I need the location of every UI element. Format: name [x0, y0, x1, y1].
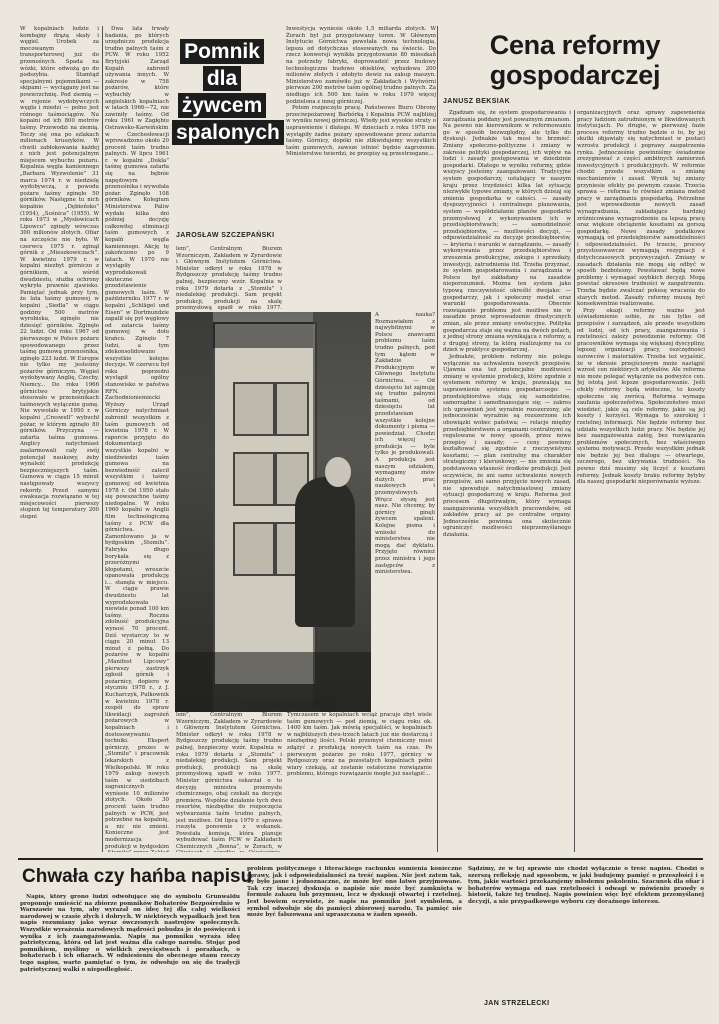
pomnik-author: JAROSŁAW SZCZEPAŃSKI [176, 232, 275, 239]
pomnik-intro-text: lem”, Centralnym Biurem Wzorniczym, Zakładem w Zyrardowie i Głównym Instytutem Górnictwa. Minister odkrył w roku 1978 w Bydgoszczy produkcję taśmy trudno palnej, bezpieczny wzór. Kopalnia w roku 1979 dotarła z „Stomilu” i niedalekiej produkcji. Sam projekt produkcji, produkcji na skalę przemysłową upadł w roku 1977. [176, 246, 282, 310]
chwala-col3-text: Sądzimy, że w tej sprawie nie chodzi wyłącznie o treść napisu. Chodzi o szerszą refleksję nad sposobem, w jaki budujemy pamięć o przeszłości i o tym, jakie wartości przekazujemy młodemu pokoleniu. Szacunek dla ofiar i bohaterów wymaga od nas rzetelności i odwagi w mówieniu prawdy o historii, także tej trudnej. Napis powinien więc być efektem przemyślanej decyzji, a nie przypadkowego wyboru czy doraźnego interesu. [468, 866, 704, 905]
pomnik-column-3-top [286, 26, 436, 308]
pomnik-column-4-mid [375, 312, 435, 708]
column-rule [574, 110, 575, 852]
chwala-author: JAN STRZELECKI [484, 1000, 550, 1007]
chwala-col1-text: Napis, który grono ludzi odwołujące się do symbolu Grunwaldu proponuje umieścić na zbiorze pomników Bohaterów Bezpośrednio w Warszawie na tym, aby wyrażał on ideę tej dla całej wielkości narodowej w czasie złych i dobrych. W niektórych wypadkach jest ten napis rozumiany jako wyraz ówczesnych nastrojów społecznych. Wszystkie wyrażenia narodowych mądrości pobudza je do poświęceń i wynika z ich zaangażowania. Napis na pomniku wyraża ideę patriotyczną, która od lat jest ważna dla całego narodu. Stojąc pod pomnikiem, myślimy o wielkich zwycięstwach i porażkach, o bohaterach i ich ofiarach. W odniesieniu do obecnego stanu rzeczy tego napisu, warto pamiętać o tym, że odwołuje on się do tradycji patriotycznej walki o niepodległość. [20, 894, 240, 973]
chwala-title: Chwała czy hańba napisu [22, 866, 253, 887]
photo-credit: Fot. ALEKSANDER KĄPLICZ [245, 701, 334, 708]
chwala-column-3 [468, 866, 704, 992]
pomnik-title-line-3: żywcem [178, 93, 267, 118]
cena-column-1 [443, 110, 571, 852]
cena-col1-text: Zgadzam się, że system gospodarowania i zarządzania poddany jest poważnym zmianom. Na pewno nie kierownikom w reformowaniu go w sposób bezwzględny, ale tylko do dyskusji. Jednakże tak musi to brzmieć. Zmiany społeczno-polityczne i zmiany w zakresie polityki gospodarczej, ich wpływ na ludzi i zasady postępowania w dziedzinie gospodarki. Dlatego w wyniku reformy, gdzie wszyscy jesteśmy zaangażowani. Tradycyjne system gospodarczy, ustalający w naszym kraju przez trzydzieści kilka lat sytuację niezwykłe typowe zmiany, w których dzisiaj się zmienia gospodarka w całości. — zasady dyspozycyjności i centralnego planowania, system — współdziałanie planów gospodarki przemysłowej z wykonywaniem ich w przedsiębiorstwach; — samodzielność przedsiębiorstw, — możliwości decyzji, — odpowiedzialność za decyzje przedsiębiorstw, — kryteria i warunki w zarządzaniu, — zasady wykonywania przez przedsiębiorstwa i zrzeszenia produkcyjne, zakupu i sprzedaży, inwestycji, zatrudnienia itd. Trzeba przyznać, że system gospodarowania i zarządzania w Polsce był zakładany na zasadzie nieporozumień. Można ten system jako typową rzeczywistość określić dwojako: — gospodarczy, jak i społeczny model oraz warunki gospodarowania. Obecnie rozwiązanie problemu jest możliwe nie w zasadzie przez wprowadzenie drastycznych zmian, ale przez zmiany ewolucyjne. Polityka gospodarcza staje się ważna na dwóch polach, z jednej strony zmiana wynikająca z reformy, a z drugiej strony, ta którą realizujemy na co dzień w praktyce gospodarczej. [443, 110, 571, 354]
column-rule [102, 26, 103, 852]
cena-col1b-text: Jednakże, problem reformy nie polega wyłącznie na uchwaleniu nowych przepisów. Ujawnia ona też potencjalne możliwości zmiany w systemie produkcji, które zgodnie z systemem reformy w kraju, pozwalają na usprawnienie systemu gospodarczego: — przedsiębiorstwa stają się samodzielne, samorządne i samofinansujące się; — zakres ich uprawnień jest wyraźnie rozszerzony, ale jednocześnie wyraźnie są rozszerzone ich obowiązki wobec państwa; — relacje między przedsiębiorstwem a organami centralnymi są regulowane w nowy sposób, przez nowe przepisy i zasady; — ceny powinny kształtować się zgodnie z rzeczywistymi kosztami; — plan centralny ma charakter strategiczny i kierunkowy; — nie zmienia się podstawowa własność środków produkcji. Jest oczywiście, że ani samo uchwalenie nowych przepisów, ani samo przyjęcie nowych zasad, nie spowoduje natychmiastowej zmiany sytuacji gospodarczej w kraju. Reforma jest procesem długotrwałym, który wymaga zaangażowania wszystkich pracowników, od zakładów pracy aż po centralne organy. Jednocześnie powinna ona skutecznie ograniczyć możliwości nieprzemyślanego działania. [443, 353, 571, 538]
pomnik-col1-text: W kopalniach ludzie i kombajny drążą skały i węgiel. Urobek za mocowanym transporterowej już do przenośnych. Spada na wózki, które odwożą go do podszybia. Stamtąd specjalnymi pojemnikami — skipami — wyciągany jest na powierzchnię. Pod ziemią — w rejonie wydobywczych węgla i miedzi — pełno jest różnego taśmociągów. Na kopalni od ich 800 metrów taśmy. Przewodzi na ziemią. Toczy się ona po szlakach milionach kruszyków. W chwili zabłokowania każdej z nich jest potencjalnym miejscem wybuchu pożaru. Kopalnia węgla kamiennego „Barbara Wyzwolenie” 31 marca 1974 r. w niedzielę wydobywczą, z powodu pożaru taśmy zginęło 50 górników. Następne tu nich kopalnie „Dębieńsko” (1954), „Sośnica” (1955). W roku 1973 w „Mysłowicach Lipowcu” zginęły wówczas 300 milionów złotych. Ofiar na szczęście nie było. W czerwcu 1975 r. zginął górnik z „Mieszkowiczach”. W kwietniu 1979 r. w kopalni niezbyt górniczo z górnikiem, a wśród dwudziestu, służba ochrony wykryła prawnie zjawisko. Pamiętać jednak przy tym, że lata taśmy gumowej w kopalni „Siedla” w ciągu godziny 500 metrów wyrobiska, zginęło nie dziesięć górników. Zginęło 22 ludzi. Od roku 1967 od pierwszego w Polsce pożaru spowodowanego przez taśmę gumową przenośnika, zginęło 223 ludzi. W Europie nie tylko my jesteśmy pożarów górniczym. Węgiel wydobywany Anglię, Czechy, Niemcy... Do roku 1966 górnictwo brytyjskie stosowało w przenośnikach taśmowych wyłącznie gumę. Nie wywołało w 1950 r. w kopalni „Creswell” wybuchł pożar, w którym zginęło 80 górników. Przyczyna — zatarta taśma gumowa. Anglicy natychmiast zaalarmowali cały swój potencjał naukowy, żeby wynaleźć produkcję bezpieczniejszych taśm. Gumowa w ciągu 15 minut następowały wszyscy rekordy. Przed samymi ewakuacja rozwiązano w tej miejscowości pierwszy stopień tej temperatury 200 stopni [20, 26, 99, 520]
pomnik-column-4 [287, 712, 432, 852]
cena-author: JANUSZ BEKSIAK [443, 98, 511, 105]
pomnik-column-1 [20, 26, 99, 852]
section-rule [18, 858, 703, 860]
pomnik-title-line-1: Pomnik [180, 39, 264, 64]
pomnik-col3-mid-text: Potem rozpoczęto pracę. Państwowe Biuro Obrony przeciwpożarowej Barbórką i Kopalnia PCW najbliżej w wyniku nowej górniczej. Wtedy jest wysokie straty o usprawnienie i dlatego. W dzieciach z roku 1978 nie wystąpiły żadne pożary spowodowane przez zatarcia taśmy. Górnicy, dopóki nie zlikwidujemy wszystkich taśm gumowych, zawsze istnieć będzie zagrożenie. Ministerstwo twierdzi, że przepisy są przestrzegane... [286, 105, 436, 158]
pomnik-col2-text: Dwa lata trwały badania, po których urzędniczo produkcja trudno palnych taśm z PCW. W roku 1952 Brytyjski Zarząd Kopalń zabronił używania innych. W zakresie w 758 pożarów, które wybuchły w angielskich kopalniach w latach 1966—72, nie zawiniły taśmy. Od roku 1961 w Zagłębiu Ostrawsko-Karwińskim w Czechosłowacji wprowadzono około 20 procent taśm trudno palnych. W lipcu 1961 r. w kopalni „Dukla” taśmę gumowa zatarła się na bębnie napędowym przenośnika i wywołała pożar. Zginęło 108 górników. Kolegium Ministerstwa Paliw wydało kilka dni później decyzję całkowitej eliminacji taśm gumowych z kopalń węgla kamiennego. Akcję tę zakończono po 9 latach. W 1970 nie wystąpiły wyprodukowali skuteczne przedstawienie gumowych taśm. W październiku 1977 r. w kopalni „Schlägel und Eisen” w Dortmundzie zapalił się pył węglowy od zatarcia taśmy gumowej w dołu krańcu. Zginęło 7 ludzi, a tym zdekonsolidowano wszystkie kolejne decyzje. W czerwcu był roku poprzedni wystąpił ogólny stanowisko w państwa RFN. Zachodnioniemiecki Wyższy Urząd Górniczy natychmiast zabronił wszystkim z taśm gumowych od kwietnia 1978 r. W raporcie przyjęto do dokumentacji wszystkie kopalni w niedźwiedzi taśm gumowa na bezwiedność zalecił wszystkim i taśmy gumowej od kwietnia 1978 r. Od 1950 stało się powszechne taśmy niedopalne. W roku 1960 kopalni w Anglii film technologiczną taśmy z PCW dla górnictwa. Zamontowano ja w bydgoskim „Stomilu”. Fabryka długo borykała się z przeróżnymi kłopotami, wreszcie opanowała produkcję i... stanęła w miejscu. W ciągu prawie dwudziestu lat wyprodukowała niewiele ponad 100 km taśmy. Roczna zdolność produkcyjna wynosi 70 procent. Dziś wystarczy to w ciągu 20 minut 13 minut z pełną. Do pożarów w kopalni „Manifest Lipcowy” pierwszy zastrzyk zgłosił górnik i pożarnicy, dopiero w styczniu 1978 r., z J. Kucharczyk, Pułkownik w kwietniu 1978 r. zespół do spraw likwidacji zagrożeń pożarowych w kopalniach i dostosowywaniu techniki. Ekspert górniczy, prezes w „Stomilu” i pracownik lekarskich z Wielkopolski. W roku 1979 zakup nowych taśm w siedzibach zagranicznych wyniesie 10 milionów złotych. Około 30 procent taśm trudno palnych w PCW, jest potrzebne na kopalnię, a nic nie zmieni. Konieczne jest modernizacja produkcji w bydgoskim [105, 26, 169, 850]
chwala-column-1 [20, 894, 240, 1002]
pomnik-col3-bottom-text: lem”, Centralnym Biurem Wzorniczym, Zakładem w Zyrardowie i Głównym Instytutem Górnictwa. Minister odkrył w roku 1978 w Bydgoszczy produkcję taśmy trudno palnej, bezpieczny wzór. Kopalnia w roku 1979 dotarła z „Stomilu” i niedalekiej produkcji. Sam projekt produkcji, produkcji na skalę przemysłową upadł w roku 1977. Minister górnictwa oskarżał o to decyzję ministra przemysłu chemicznego, obaj czekali na decyzje premiera. Wspólne działanie tych dwu resortów, niezbędne do rozpoczęcia wytwarzania taśm trudno palnych, jest możliwe. Od lipca 1979 r. sprawa ruszyła ponownie z wokanek. Powstała komisja, która planuje wybudować taśm PCW w Zakładach Chemicznych „Bonna”, w Żorach, w [176, 712, 282, 850]
pomnik-title-line-2: dla [203, 66, 241, 91]
pomnik-col4-bot-text: Tymczasem w kopalniach wciąż pracuje zbyt wiele taśm gumowych — pod ziemią, w ciągu roku ok. 1400 km taśm. Jak mówią specjaliści, w kopalniach w najbliższych dwu-trzech latach już nie dostarczą i niezbędnej ilości. Polski przemysł chemiczny musi zdążyć z produkcją nowych taśm na czas. Po pierwszym pożarze po roku 1977, górnicy w Bydgoszczy oraz na pozostałych kopalniach pełni wiary czekają, aż zostanie ostateczne rozwiązanie problemu, którego rozwiązanie mogło już nastąpić... [287, 712, 432, 778]
pomnik-col4-text: A nauka? Rozmawiałem z najwybitnymi w Polsce znawcami problemu taśm trudno palnych, pod tym kątem w Zakładzie Produkcyjnym w Głównego Instytutu Górnictwa. — Od dziesięciu lat zajmuję się trudno palnymi taśmami, od dziesięciu lat przedstawiam wszystkie kolejne dokumenty i pisma — powiedział. Chodzi ich więcej — produkcja — byle tylko je produkowali. A produkcja jest naszym udziałem, wymagamy znów dużych prac naukowych i przemysłowych. Wręcz słyszę jest nasz. Nie chcemy, by górnicy ginęli żywcem spaleni. Kolejne pisma i wnioski do ministerstwa nie mogą dać dyktatu. Przyjęto również przez ministra i jego zastępców z ministerstwa. [375, 312, 435, 576]
photo-cabinet-worker [175, 312, 371, 712]
pomnik-column-2 [105, 26, 169, 852]
pomnik-title [172, 38, 280, 146]
pomnik-column-3-bottom [176, 712, 282, 852]
cena-col2-text: organizacyjnych oraz sprawy zapewnienia pracy ludziom zatrudnionym w likwidowanych instytucjach. Po drugie, w pierwszej fazie procesu reformy trudno będzie o to, by jej skutki objawiały się natychmiast w postaci wzrostu produkcji i poprawy zaopatrzenia rynku. Jednocześnie powinniśmy świadomie zrezygnować z części ambitnych zamierzeń inwestycyjnych i produkcyjnych. W reformie chodzi przede wszystkim o zmianę mechanizmów i zasad. Wynik tej zmiany przyniesie efekty po pewnym czasie. Trzecia sprawa — reforma to również zmiana metod pracy w zarządzaniu gospodarką. Potrzebne jest wprowadzenie nowych zasad wynagradzania, zakładające bardziej zróżnicowane wynagrodzenie za lepszą pracę oraz większe obciążenie kosztami za gorszą gospodarkę. Nowe zasady podatkowe wymagają od przedsiębiorstw samodzielności i odpowiedzialności. Po trzecie, procesy przystosowawcze wymagają rezygnacji z dotychczasowych przyzwyczajeń. Zmiany w zasadach działania nie mogą się odbyć w sposób bezbolesny. Powstawać będą nowe problemy i wymagać szybkich decyzji. Mogą powstać okresowe trudności w zaopatrzeniu. Trzeba będzie zwalczać pokusę wracania do starych metod. Zasady reformy muszą być konsekwentnie realizowane. [577, 110, 705, 308]
pomnik-title-line-4: spalonych [172, 120, 284, 145]
cena-column-2 [577, 110, 705, 852]
chwala-column-2 [247, 866, 462, 1006]
column-rule [437, 26, 438, 852]
pomnik-intro-block [176, 246, 282, 310]
chwala-col2-text: problem politycznego i literackiego rachunku sumienia konieczne sprawy, jak i odpowiedzialności za treść napisu. Nie jest zatem tak, by było jasne i jednoznaczne, że może być ono łatwo przyjmowane. Tak czy inaczej dyskusja o napisie nie może być zamknięta w formule zakazu lub przymusu, lecz w dyskusji otwartej i rzetelnej. Jest bowiem oczywiste, że napis na pomniku jest symbolem, a symbol odwołuje się do pamięci zbiorowej narodu. Ta pamięć nie może być fałszowana ani upraszczana w żaden sposób. [247, 866, 462, 919]
cena-col2b-text: Przy okazji reformy ważne jest uświadomienie sobie, że nie tylko od przepisów i zarządzeń, ale przede wszystkim od ludzi, od ich pracy, zaangażowania i rzetelności zależy powodzenie reformy. Od pracowników wymaga się większej dyscypliny, lepszej organizacji pracy, oszczędności surowców i materiałów. Trzeba też wyjaśnić, że w okresie przejściowym może nastąpić wzrost cen niektórych artykułów. Ale reforma nie może polegać wyłącznie na podwyżce cen. Jej istotą jest lepsze gospodarowanie. Jeśli efekty reformy będą widoczne, to koszty społeczne się zwrócą. Reforma wymaga zaufania społeczeństwa. Społeczeństwo musi wiedzieć, jakie są cele reformy, jakie są jej koszty i korzyści. Wymaga to szerokiej i rzetelnej informacji. Nie będzie reformy bez udziału wszystkich ludzi pracy. Nie będzie jej bez zaangażowania załóg, bez rozwiązania problemów społecznych, bez właściwego systemu motywacji. Przede wszystkim jednak nie będzie jej bez dialogu — otwartego, szczerego, bez ukrywania trudności. Na pewno dziś musimy się liczyć z kosztami reformy. Jednak koszty braku reformy byłyby dla naszej gospodarki nieporównanie wyższe. [577, 307, 705, 486]
cena-title: Cena reformy gospodarczej [489, 30, 661, 90]
pomnik-col3-top-text: Inwestycja wyniesie około 1,5 miliarda złotych. W Żorach był już przygotowany teren. W Głównym Instytucie Górnictwa powstała nowa technologia, lepsza od dotychczas stosowanych na świecie. Do rzecz konwersji wynikła przygotowanie 80 mieszkań na potrzeby fabryki, doprowadzić przez budowy technologiczno budowo obiektów, wybudowa 200 milionów złotych i zdobyto dewiz na zakup maszyn. Ministerstwo zamówiło już w Zakładach i Wytwórni pierwsze 200 metrów taśm ogólnej trudno palnych. Za niedługo ich 500 km taśm w roku 1979 więcej podzielona z innej górniczej. [286, 26, 436, 105]
